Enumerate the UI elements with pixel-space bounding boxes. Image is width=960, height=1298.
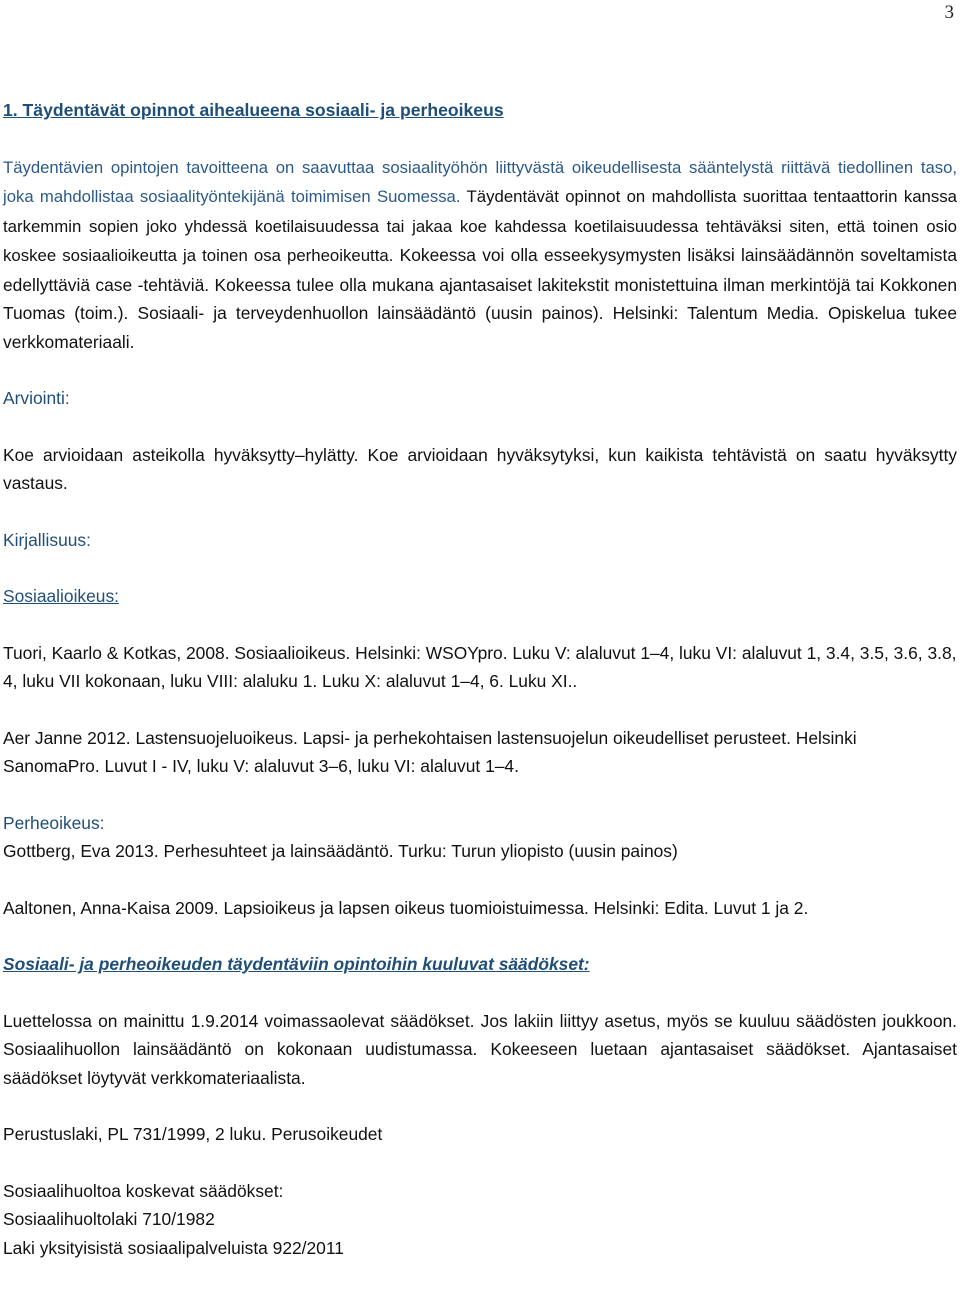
literature-item: Aer Janne 2012. Lastensuojeluoikeus. Lapsi- ja perhekohtaisen lastensuojelun oikeudelliset perusteet. Helsinki SanomaPro. Luvut I - IV, luku V: alaluvut 3–6, luku VI: alaluvut 1–4. [3,727,857,776]
family-law-heading: Perheoikeus: [3,812,105,833]
statute-item: Sosiaalihuoltolaki 710/1982 [3,1209,215,1229]
page-number: 3 [944,2,954,23]
social-welfare-heading: Sosiaalihuoltoa koskevat säädökset: [3,1180,284,1201]
assessment-heading: Arviointi: [3,388,70,408]
literature-heading: Kirjallisuus: [3,529,91,550]
statutes-text: Luettelossa on mainittu 1.9.2014 voimassaolevat säädökset. Jos lakiin liittyy asetus, myös se kuuluu säädösten joukkoon. Sosiaalihuollon lainsäädäntö on kokonaan uudistumassa. Kokeeseen luetaan ajantasaiset säädökset. Ajantasaiset säädökset löytyvät verkkomateriaalista. [3,1010,957,1088]
section-title: 1. Täydentävät opinnot aihealueena sosiaali- ja perheoikeus [3,100,504,120]
statute-item: Laki yksityisistä sosiaalipalveluista 922/2011 [3,1237,344,1258]
intro-rest: Täydentävät opinnot on mahdollista suorittaa tentaattorin kanssa tarkemmin sopien joko yhdessä koetilaisuudessa tai jakaa koe kahdessa koetilaisuudessa tehtäväksi siten, että toinen osio koskee sosiaalioikeutta ja toinen osa perheoikeutta. [3,187,957,265]
literature-item: Aaltonen, Anna-Kaisa 2009. Lapsioikeus ja lapsen oikeus tuomioistuimessa. Helsinki: Edita. Luvut 1 ja 2. [3,897,809,918]
intro-paragraph [3,153,957,357]
social-law-heading: Sosiaalioikeus: [3,586,120,606]
assessment-text: Koe arvioidaan asteikolla hyväksytty–hylätty. Koe arvioidaan hyväksytyksi, kun kaikista tehtävistä on saatu hyväksytty vastaus. [3,444,957,493]
literature-item: Tuori, Kaarlo & Kotkas, 2008. Sosiaalioikeus. Helsinki: WSOYpro. Luku V: alaluvut 1–4, luku VI: alaluvut 1, 3.4, 3.5, 3.6, 3.8, 4, luku VII kokonaan, luku VIII: alaluku 1. Luku X: alaluvut 1–4, 6. Luku XI.. [3,642,957,691]
statutes-heading: Sosiaali- ja perheoikeuden täydentäviin opintoihin kuuluvat säädökset: [3,954,590,974]
constitution-line: Perustuslaki, PL 731/1999, 2 luku. Perusoikeudet [3,1124,383,1144]
literature-item: Gottberg, Eva 2013. Perhesuhteet ja lainsäädäntö. Turku: Turun yliopisto (uusin painos) [3,841,678,861]
intro-exam: Kokeessa voi olla esseekysymysten lisäksi lainsäädännön soveltamista edellyttäviä case -tehtäviä. Kokeessa tulee olla mukana ajantasaiset lakitekstit monistettuina ilman merkintöjä tai Kokkonen Tuomas (toim.). Sosiaali- ja terveydenhuollon lainsäädäntö (uusin painos). Helsinki: Talentum Media. Opiskelua tukee verkkomateriaali. [3,245,957,352]
document-body [3,96,957,1262]
intro-lead: Täydentävien opintojen tavoitteena on saavuttaa sosiaalityöhön liittyvästä oikeudellisesta sääntelystä riittävä tiedollinen taso, joka mahdollistaa sosiaalityöntekijänä toimimisen Suomessa. [3,157,957,206]
